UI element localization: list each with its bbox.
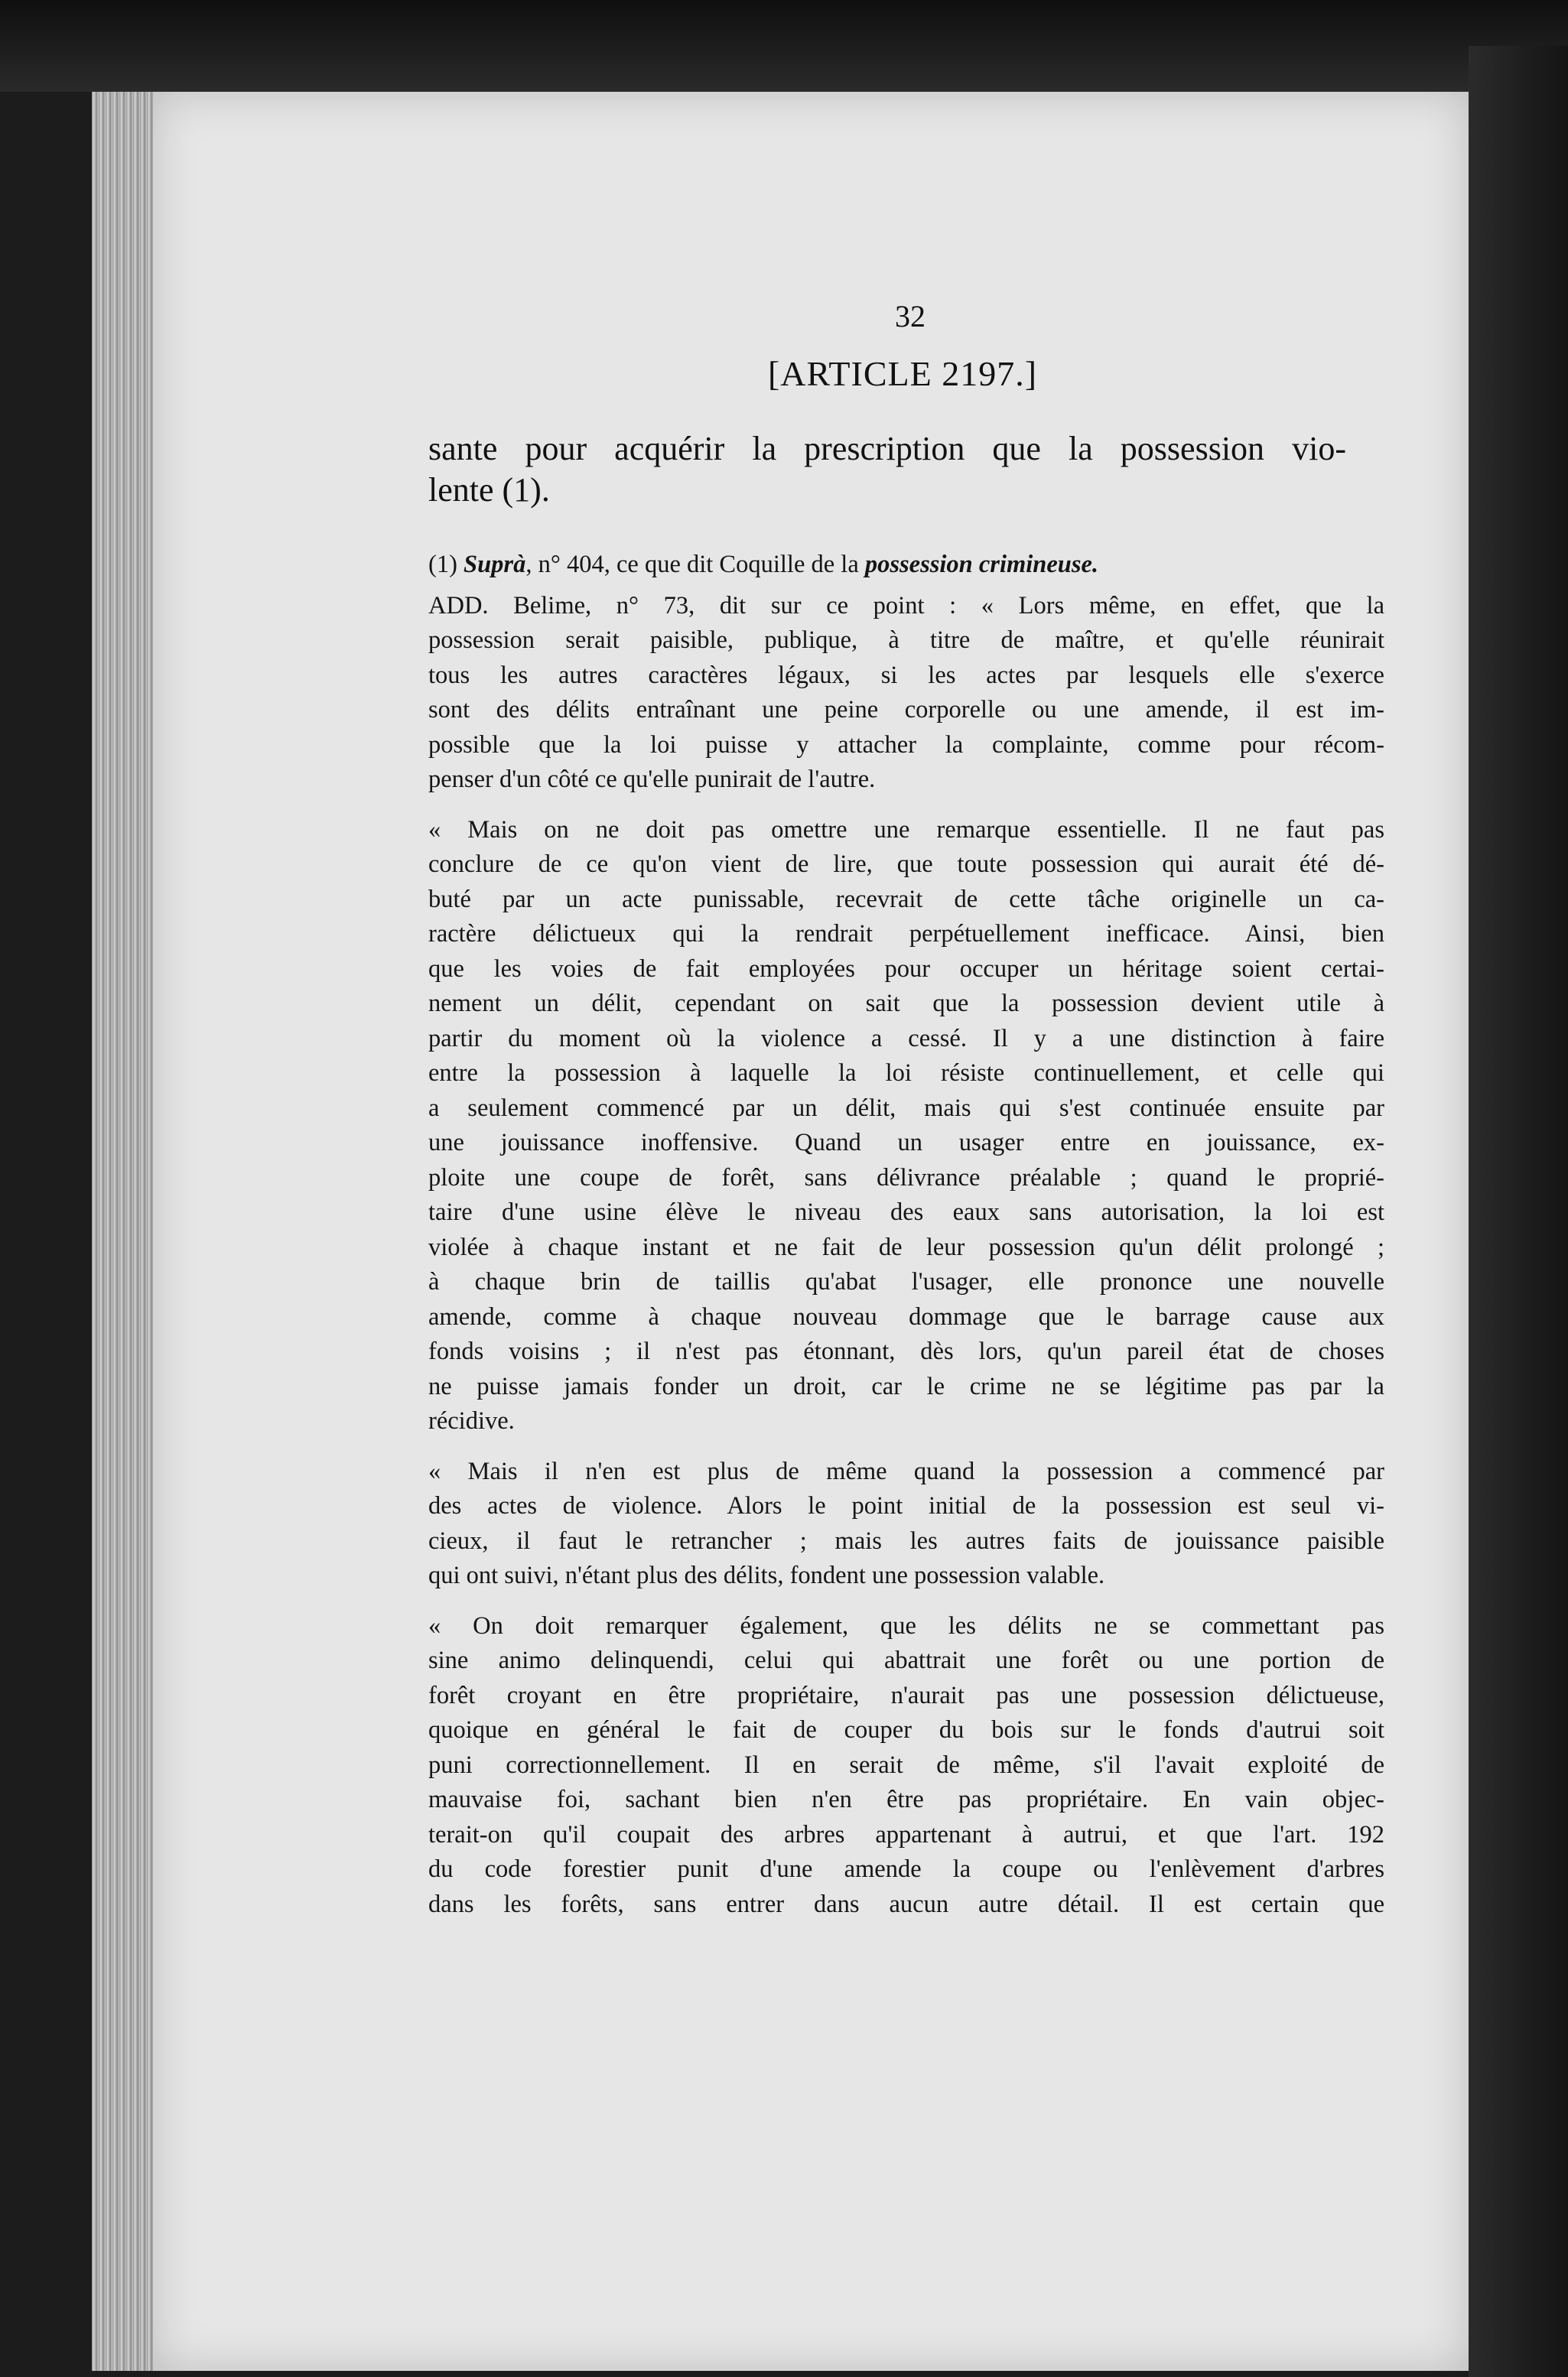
footnote-paragraph <box>428 1455 1384 1594</box>
footnote <box>428 548 1384 1937</box>
footnote-paragraph <box>428 589 1384 798</box>
footnote-line: penser d'un côté ce qu'elle punirait de l'autre. <box>428 766 876 793</box>
main-text-line: sante pour acquérir la prescription que la possession vio- <box>428 430 1346 467</box>
footnote-line: a seulement commencé par un délit, mais qui s'est continuée ensuite par <box>428 1094 1384 1122</box>
footnote-line: du code forestier punit d'une amende la coupe ou l'enlèvement d'arbres <box>428 1855 1384 1883</box>
article-heading: [ARTICLE 2197.] <box>767 354 1038 393</box>
footnote-line: ne puisse jamais fonder un droit, car le crime ne se légitime pas par la <box>428 1372 1384 1400</box>
footnote-line: ploite une coupe de forêt, sans délivrance préalable ; quand le proprié- <box>428 1163 1384 1192</box>
footnote-line: forêt croyant en être propriétaire, n'aurait pas une possession délictueuse, <box>428 1681 1384 1709</box>
footnote-line: amende, comme à chaque nouveau dommage que le barrage cause aux <box>428 1302 1384 1331</box>
footnote-line: qui ont suivi, n'étant plus des délits, fondent une possession valable. <box>428 1562 1105 1589</box>
footnote-line: « Mais on ne doit pas omettre une remarque essentielle. Il ne faut pas <box>428 815 1384 844</box>
footnote-line: nement un délit, cependant on sait que la possession devient utile à <box>428 990 1384 1017</box>
footnote-line: dans les forêts, sans entrer dans aucun autre détail. Il est certain que <box>428 1890 1384 1918</box>
footnote-line: quoique en général le fait de couper du bois sur le fonds d'autrui soit <box>428 1716 1384 1744</box>
footnote-line: sont des délits entraînant une peine corporelle ou une amende, il est im- <box>428 696 1384 724</box>
scan-border-right <box>1469 46 1568 2377</box>
footnote-ref-italic-2: possession crimineuse. <box>864 551 1099 578</box>
footnote-line: récidive. <box>428 1407 515 1435</box>
footnote-line: mauvaise foi, sachant bien n'en être pas propriétaire. En vain objec- <box>428 1786 1384 1813</box>
scan-border-top <box>0 0 1568 92</box>
footnote-line: ADD. Belime, n° 73, dit sur ce point : « Lors même, en effet, que la <box>428 591 1384 619</box>
footnote-line: « On doit remarquer également, que les délits ne se commettant pas <box>428 1611 1384 1640</box>
footnote-line: possible que la loi puisse y attacher la complainte, comme pour récom- <box>428 730 1384 759</box>
footnote-line: puni correctionnellement. Il en serait de même, s'il l'avait exploité de <box>428 1751 1384 1779</box>
footnote-line: violée à chaque instant et ne fait de leur possession qu'un délit prolongé ; <box>428 1233 1384 1261</box>
footnote-line: entre la possession à laquelle la loi résiste continuellement, et celle qui <box>428 1059 1384 1087</box>
footnote-ref-italic: Suprà <box>464 551 526 578</box>
footnote-ref-text: , n° 404, ce que dit Coquille de la <box>525 551 865 578</box>
footnote-line: fonds voisins ; il n'est pas étonnant, dès lors, qu'un pareil état de choses <box>428 1338 1384 1365</box>
footnote-line: ractère délictueux qui la rendrait perpétuellement inefficace. Ainsi, bien <box>428 920 1384 948</box>
page-number: 32 <box>895 299 926 333</box>
footnote-line: conclure de ce qu'on vient de lire, que toute possession qui aurait été dé- <box>428 850 1384 878</box>
footnote-line: terait-on qu'il coupait des arbres appartenant à autrui, et que l'art. 192 <box>428 1820 1384 1849</box>
footnote-paragraph <box>428 813 1384 1439</box>
page-edge <box>92 92 153 2371</box>
footnote-paragraph <box>428 1609 1384 1923</box>
footnote-line: possession serait paisible, publique, à titre de maître, et qu'elle réunirait <box>428 626 1384 654</box>
footnote-line: cieux, il faut le retrancher ; mais les autres faits de jouissance paisible <box>428 1527 1384 1555</box>
main-text <box>428 428 1346 511</box>
footnote-line: une jouissance inoffensive. Quand un usager entre en jouissance, ex- <box>428 1129 1384 1156</box>
footnote-line: que les voies de fait employées pour occuper un héritage soient certai- <box>428 954 1384 983</box>
main-text-line: lente (1). <box>428 471 550 509</box>
footnote-marker: (1) <box>428 551 457 578</box>
footnote-line: à chaque brin de taillis qu'abat l'usager, elle prononce une nouvelle <box>428 1268 1384 1296</box>
footnote-line: « Mais il n'en est plus de même quand la possession a commencé par <box>428 1457 1384 1485</box>
footnote-line: des actes de violence. Alors le point initial de la possession est seul vi- <box>428 1492 1384 1520</box>
footnote-line: tous les autres caractères légaux, si les actes par lesquels elle s'exerce <box>428 661 1384 689</box>
footnote-line: sine animo delinquendi, celui qui abattrait une forêt ou une portion de <box>428 1647 1384 1674</box>
footnote-line: taire d'une usine élève le niveau des eaux sans autorisation, la loi est <box>428 1198 1384 1226</box>
footnote-reference <box>428 548 1384 583</box>
footnote-line: partir du moment où la violence a cessé. Il y a une distinction à faire <box>428 1024 1384 1052</box>
footnote-line: buté par un acte punissable, recevrait de cette tâche originelle un ca- <box>428 885 1384 913</box>
